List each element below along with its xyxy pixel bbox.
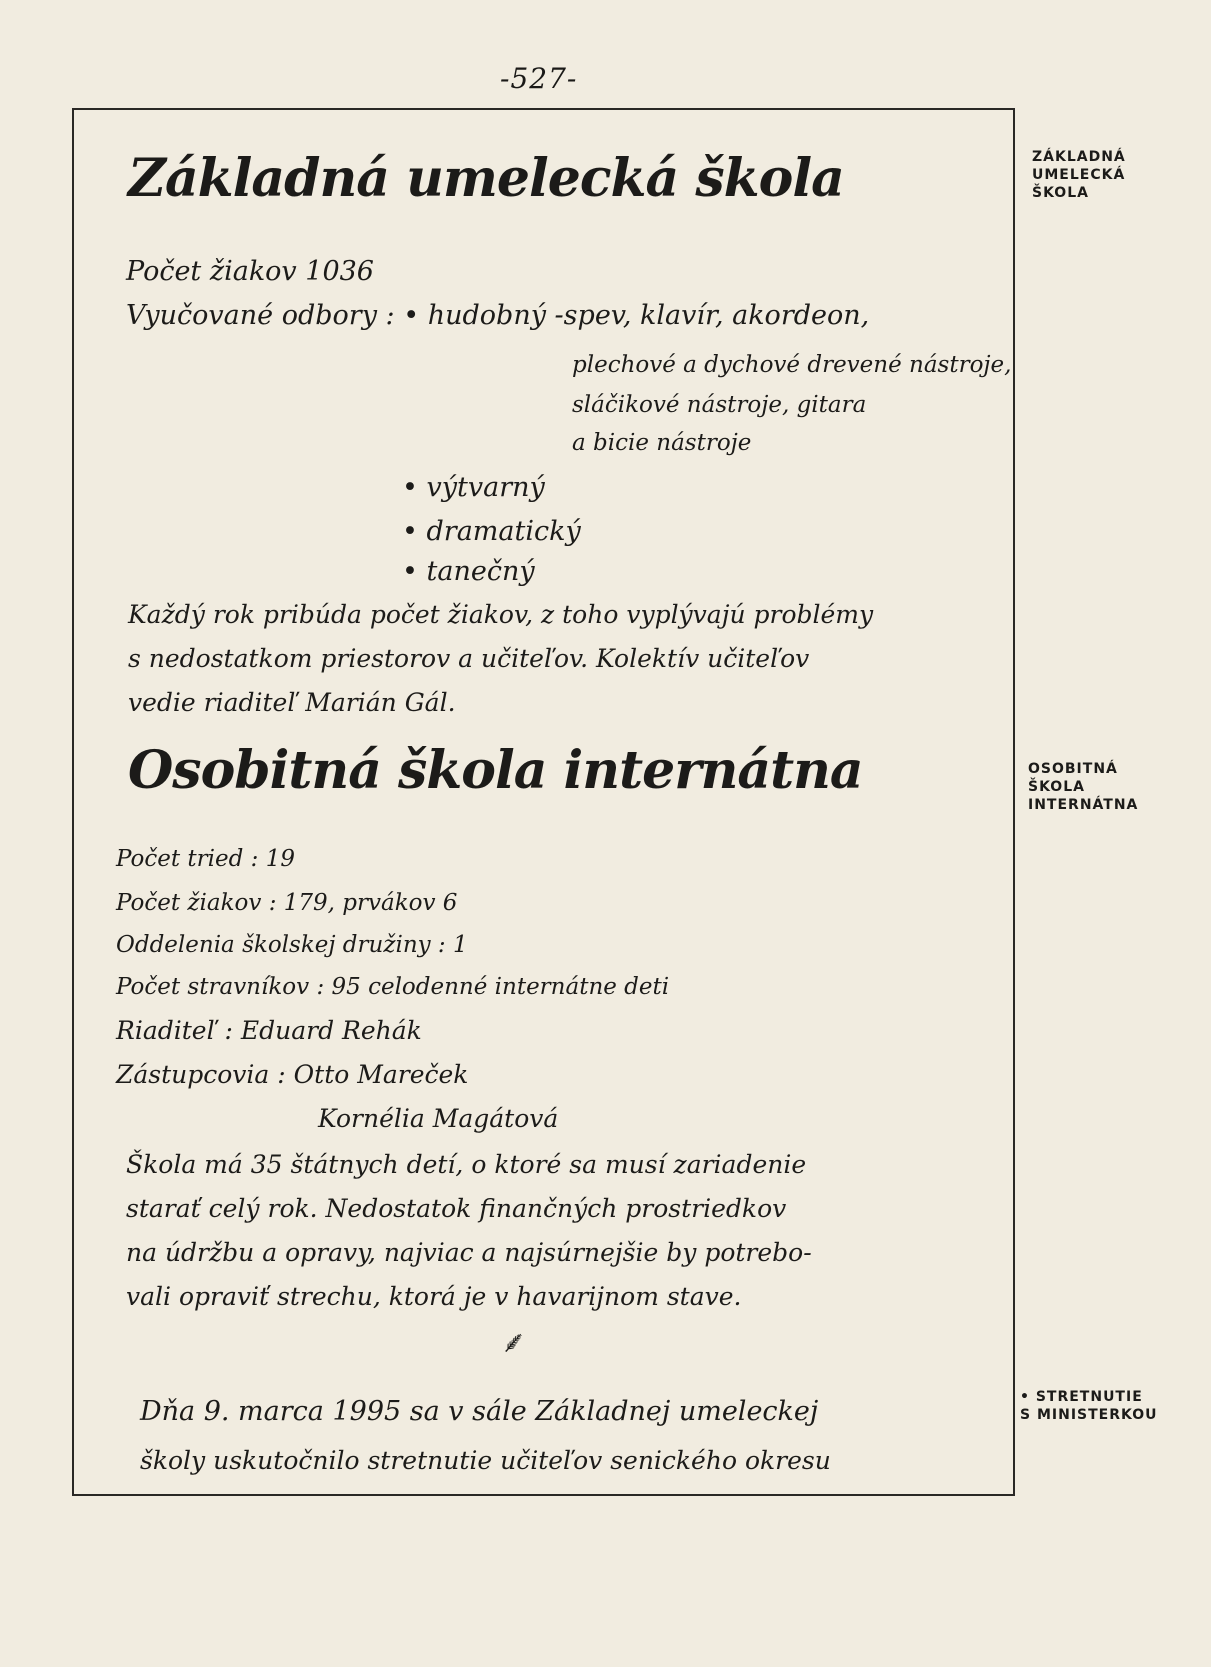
os-paragraph-line-1: Škola má 35 štátnych detí, o ktoré sa musí zariadenie	[126, 1150, 807, 1179]
classes-count: Počet tried : 19	[116, 846, 296, 872]
page-number: -527-	[500, 62, 578, 95]
deputy-line-2: Kornélia Magátová	[318, 1104, 559, 1133]
margin-note-zus-line: UMELECKÁ	[1032, 167, 1126, 183]
margin-note-zus-line: ŠKOLA	[1032, 185, 1089, 201]
margin-note-zus-line: ZÁKLADNÁ	[1032, 149, 1126, 165]
fields-line-2: plechové a dychové drevené nástroje,	[572, 352, 1012, 378]
boarders-count: Počet stravníkov : 95 celodenné internátne deti	[116, 974, 670, 1000]
fields-line-3: sláčikové nástroje, gitara	[572, 392, 867, 418]
margin-note-meeting-line: • STRETNUTIE	[1020, 1389, 1143, 1405]
section-divider-ornament: ⸙	[500, 1325, 523, 1360]
students-count-os: Počet žiakov : 179, prvákov 6	[116, 890, 458, 916]
fields-line-4: a bicie nástroje	[572, 430, 752, 456]
meeting-line-2: školy uskutočnilo stretnutie učiteľov senického okresu	[140, 1446, 831, 1475]
margin-note-os-line: ŠKOLA	[1028, 779, 1085, 795]
os-paragraph-line-4: vali opraviť strechu, ktorá je v havarijnom stave.	[126, 1282, 742, 1311]
zus-paragraph-line-3: vedie riaditeľ Marián Gál.	[128, 688, 456, 717]
heading-osobitna-skola-internatna: Osobitná škola internátna	[128, 740, 863, 801]
os-paragraph-line-2: starať celý rok. Nedostatok finančných prostriedkov	[126, 1194, 787, 1223]
margin-note-zus	[1032, 148, 1126, 202]
meeting-line-1: Dňa 9. marca 1995 sa v sále Základnej umeleckej	[140, 1396, 819, 1427]
field-dramaticky: • dramatický	[402, 516, 581, 547]
margin-note-os-line: OSOBITNÁ	[1028, 761, 1118, 777]
os-paragraph-line-3: na údržbu a opravy, najviac a najsúrnejšie by potrebo-	[126, 1238, 812, 1267]
deputy-line: Zástupcovia : Otto Mareček	[116, 1060, 469, 1089]
zus-paragraph-line-1: Každý rok pribúda počet žiakov, z toho vyplývajú problémy	[128, 600, 874, 629]
zus-paragraph-line-2: s nedostatkom priestorov a učiteľov. Kolektív učiteľov	[128, 644, 810, 673]
school-club-count: Oddelenia školskej družiny : 1	[116, 932, 468, 958]
margin-note-meeting	[1020, 1388, 1158, 1424]
fields-line-1: Vyučované odbory : • hudobný -spev, klavír, akordeon,	[126, 300, 870, 331]
margin-note-os-line: INTERNÁTNA	[1028, 797, 1139, 813]
heading-zakladna-umelecka-skola: Základná umelecká škola	[128, 148, 844, 209]
students-count-zus: Počet žiakov 1036	[126, 256, 374, 287]
field-tanecny: • tanečný	[402, 556, 535, 587]
field-vytvarny: • výtvarný	[402, 472, 545, 503]
director-line: Riaditeľ : Eduard Rehák	[116, 1016, 422, 1045]
margin-note-meeting-line: S MINISTERKOU	[1020, 1407, 1158, 1423]
margin-note-os	[1028, 760, 1138, 814]
